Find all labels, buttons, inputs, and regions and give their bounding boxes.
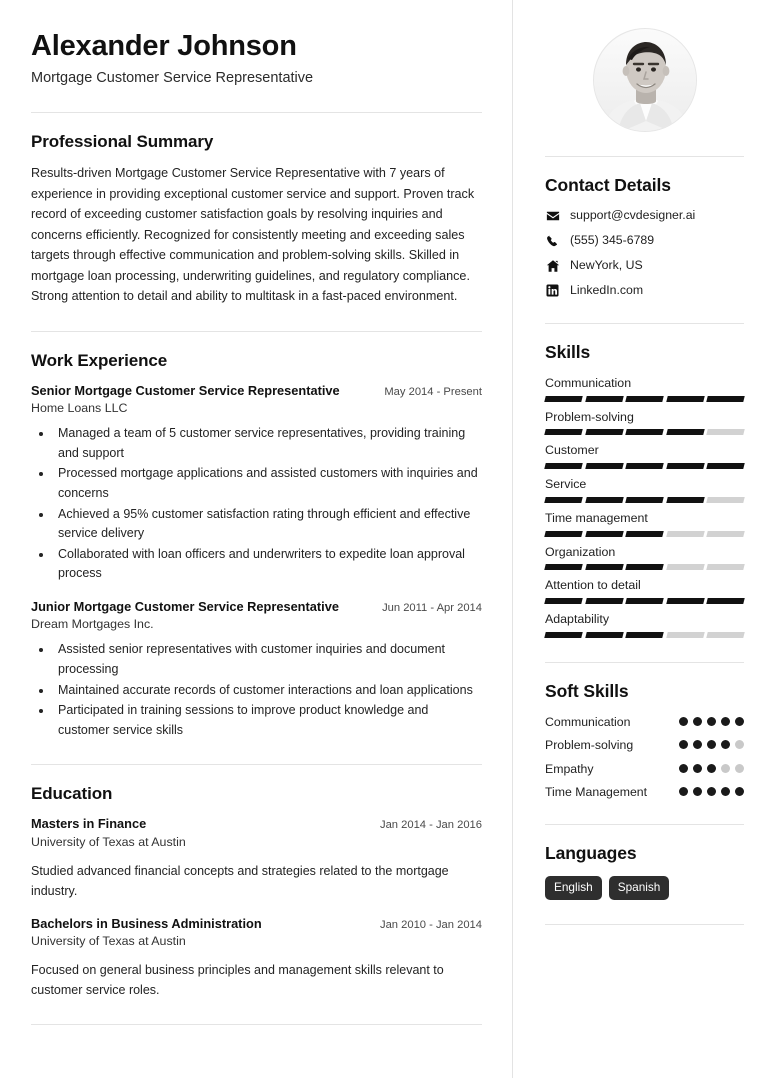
skill-label: Organization	[545, 544, 616, 559]
section-education	[31, 784, 482, 1000]
skill-level-meter	[545, 396, 744, 402]
section-skills	[545, 342, 744, 638]
divider	[31, 1024, 482, 1025]
divider	[31, 331, 482, 332]
entry-header	[31, 598, 482, 615]
skill-meter-segment	[625, 429, 663, 435]
soft-skill-rating-dots	[679, 784, 744, 796]
skill-row	[545, 611, 744, 638]
skill-level-meter	[545, 598, 744, 604]
skill-meter-segment	[707, 497, 745, 503]
skill-meter-segment	[585, 497, 623, 503]
contact-item-text: NewYork, US	[570, 257, 643, 272]
skill-meter-segment	[544, 497, 582, 503]
home-icon	[545, 259, 560, 273]
section-work-experience	[31, 351, 482, 741]
entry-description: Studied advanced financial concepts and strategies related to the mortgage industry.	[31, 863, 449, 898]
entry-date: Jan 2010 - Jan 2014	[379, 918, 482, 931]
entry-organization: Dream Mortgages Inc.	[31, 617, 154, 632]
entry-bullet: • Processed mortgage applications and assisted customers with inquiries and concerns	[53, 464, 482, 503]
summary-text: Results-driven Mortgage Customer Service Representative with 7 years of experience in providing exceptional customer service and support. Proven track record of exceeding customer satisfaction goals by resolving inquiries and concerns efficiently. Recognized for consistently meeting and exceeding sales targets through effective communication and problem-solving skills. Skilled in mortgage loan processing, underwriting guidelines, and regulatory compliance. Strong attention to detail and ability to multitask in a fast-paced environment.	[31, 166, 475, 304]
rating-dot	[693, 740, 702, 749]
soft-skill-row	[545, 761, 744, 777]
skill-meter-segment	[625, 632, 663, 638]
section-heading-education: Education	[31, 784, 113, 804]
rating-dot	[735, 717, 744, 726]
entry-title: Junior Mortgage Customer Service Representative	[31, 599, 339, 615]
rating-dot	[693, 764, 702, 773]
skill-meter-segment	[625, 531, 663, 537]
soft-skill-label: Time Management	[545, 784, 648, 799]
soft-skill-rating-dots	[679, 737, 744, 749]
soft-skill-label: Empathy	[545, 761, 594, 776]
avatar	[545, 28, 744, 132]
profile-photo	[593, 28, 697, 132]
skill-row	[545, 544, 744, 571]
entry-bullet: • Achieved a 95% customer satisfaction rating through efficient and effective service delivery	[53, 505, 482, 544]
soft-skill-label: Problem-solving	[545, 738, 634, 753]
rating-dot	[707, 787, 716, 796]
skill-meter-segment	[585, 564, 623, 570]
soft-skill-row	[545, 784, 744, 800]
entry-organization: University of Texas at Austin	[31, 834, 186, 849]
divider	[545, 662, 744, 663]
entry-title: Masters in Finance	[31, 816, 147, 832]
entry-title: Bachelors in Business Administration	[31, 915, 262, 931]
section-contact-details	[545, 175, 744, 299]
section-professional-summary	[31, 132, 482, 307]
section-heading-soft-skills: Soft Skills	[545, 680, 629, 701]
section-languages	[545, 843, 744, 900]
entry-date: Jan 2014 - Jan 2016	[379, 819, 482, 832]
section-heading-summary: Professional Summary	[31, 132, 214, 152]
skill-meter-segment	[625, 396, 663, 402]
skill-level-meter	[545, 429, 744, 435]
rating-dot	[721, 787, 730, 796]
skill-meter-segment	[707, 564, 745, 570]
skill-label: Problem-solving	[545, 409, 634, 424]
skill-meter-segment	[585, 598, 623, 604]
contact-list	[545, 208, 744, 299]
job-title: Mortgage Customer Service Representative	[31, 70, 314, 87]
entry-bullet: • Managed a team of 5 customer service representatives, providing training and support	[53, 424, 482, 463]
rating-dot	[679, 740, 688, 749]
skill-level-meter	[545, 564, 744, 570]
skill-meter-segment	[625, 463, 663, 469]
skill-meter-segment	[666, 463, 704, 469]
entry-date: May 2014 - Present	[384, 385, 482, 398]
skill-row	[545, 510, 744, 537]
contact-item[interactable]	[545, 258, 744, 274]
skill-meter-segment	[544, 531, 582, 537]
header-block	[31, 30, 482, 88]
entry-organization: Home Loans LLC	[31, 401, 128, 416]
contact-item-text: (555) 345-6789	[570, 232, 655, 247]
skill-meter-segment	[666, 497, 704, 503]
skill-meter-segment	[666, 632, 704, 638]
rating-dot	[693, 717, 702, 726]
entry-bullet: • Assisted senior representatives with customer inquiries and document processing	[53, 640, 482, 679]
skill-row	[545, 442, 744, 469]
linkedin-icon	[545, 284, 560, 297]
work-entry	[31, 598, 482, 740]
education-entry	[31, 815, 482, 900]
rating-dot	[679, 787, 688, 796]
rating-dot	[707, 717, 716, 726]
skill-meter-segment	[707, 531, 745, 537]
work-entry-list	[31, 382, 482, 741]
skill-meter-segment	[666, 564, 704, 570]
divider	[31, 112, 482, 113]
soft-skill-rating-dots	[679, 714, 744, 726]
skill-meter-segment	[585, 632, 623, 638]
section-heading-contact: Contact Details	[545, 175, 671, 195]
entry-bullet: • Participated in training sessions to improve product knowledge and customer service skills	[53, 701, 482, 740]
language-pill-list	[545, 876, 744, 900]
skill-meter-segment	[585, 463, 623, 469]
section-heading-languages: Languages	[545, 843, 637, 864]
entry-date: Jun 2011 - Apr 2014	[382, 602, 482, 615]
skill-label: Service	[545, 477, 587, 492]
divider	[545, 323, 744, 324]
skill-meter-segment	[707, 598, 745, 604]
entry-header	[31, 382, 482, 399]
contact-item-text: LinkedIn.com	[570, 282, 644, 297]
skill-meter-segment	[544, 632, 582, 638]
skill-meter-segment	[585, 429, 623, 435]
soft-skill-row	[545, 737, 744, 753]
skill-meter-segment	[707, 463, 745, 469]
skill-meter-segment	[625, 497, 663, 503]
divider	[545, 924, 744, 925]
rating-dot	[735, 740, 744, 749]
sidebar-column	[512, 0, 768, 1078]
rating-dot	[735, 787, 744, 796]
section-soft-skills	[545, 681, 744, 800]
soft-skill-row	[545, 714, 744, 730]
skill-level-meter	[545, 632, 744, 638]
contact-item[interactable]	[545, 208, 744, 224]
skill-row	[545, 409, 744, 436]
skills-list	[545, 375, 744, 638]
soft-skill-label: Communication	[545, 714, 631, 729]
rating-dot	[693, 787, 702, 796]
skill-meter-segment	[666, 396, 704, 402]
skill-meter-segment	[544, 564, 582, 570]
skill-label: Communication	[545, 375, 632, 390]
divider	[545, 824, 744, 825]
skill-meter-segment	[666, 531, 704, 537]
contact-item[interactable]	[545, 233, 744, 249]
soft-skills-list	[545, 714, 744, 800]
section-heading-skills: Skills	[545, 341, 591, 362]
entry-header	[31, 815, 482, 832]
skill-label: Customer	[545, 443, 599, 458]
skill-meter-segment	[666, 598, 704, 604]
skill-meter-segment	[707, 429, 745, 435]
entry-bullet: • Collaborated with loan officers and underwriters to expedite loan approval process	[53, 545, 482, 584]
entry-header	[31, 915, 482, 932]
contact-item-text: support@cvdesigner.ai	[570, 208, 696, 222]
skill-row	[545, 476, 744, 503]
rating-dot	[721, 740, 730, 749]
entry-bullet-list	[31, 640, 482, 740]
rating-dot	[679, 717, 688, 726]
skill-meter-segment	[666, 429, 704, 435]
skill-level-meter	[545, 497, 744, 503]
entry-title: Senior Mortgage Customer Service Representative	[31, 382, 340, 398]
rating-dot	[707, 740, 716, 749]
skill-meter-segment	[585, 396, 623, 402]
language-pill: English	[545, 876, 602, 900]
divider	[545, 156, 744, 157]
rating-dot	[721, 717, 730, 726]
skill-level-meter	[545, 463, 744, 469]
divider	[31, 764, 482, 765]
entry-organization: University of Texas at Austin	[31, 933, 186, 948]
page-title: Alexander Johnson	[31, 30, 297, 62]
skill-label: Adaptability	[545, 612, 610, 627]
education-entry-list	[31, 815, 482, 1000]
skill-meter-segment	[707, 396, 745, 402]
soft-skill-rating-dots	[679, 761, 744, 773]
phone-icon	[545, 234, 560, 248]
entry-description: Focused on general business principles and management skills relevant to customer service roles.	[31, 962, 444, 997]
skill-label: Attention to detail	[545, 578, 641, 593]
language-pill: Spanish	[609, 876, 670, 900]
skill-meter-segment	[625, 598, 663, 604]
skill-meter-segment	[544, 429, 582, 435]
entry-bullet: • Maintained accurate records of customer interactions and loan applications	[53, 681, 482, 701]
skill-meter-segment	[585, 531, 623, 537]
skill-meter-segment	[544, 463, 582, 469]
education-entry	[31, 915, 482, 1000]
skill-meter-segment	[625, 564, 663, 570]
envelope-icon	[545, 209, 560, 223]
rating-dot	[707, 764, 716, 773]
entry-bullet-list	[31, 424, 482, 584]
rating-dot	[679, 764, 688, 773]
contact-item[interactable]	[545, 283, 744, 299]
skill-meter-segment	[544, 396, 582, 402]
rating-dot	[721, 764, 730, 773]
work-entry	[31, 382, 482, 584]
skill-row	[545, 375, 744, 402]
skill-row	[545, 577, 744, 604]
rating-dot	[735, 764, 744, 773]
skill-label: Time management	[545, 510, 648, 525]
profile-photo-illustration	[594, 29, 697, 132]
section-heading-work: Work Experience	[31, 350, 168, 370]
skill-meter-segment	[707, 632, 745, 638]
skill-meter-segment	[544, 598, 582, 604]
skill-level-meter	[545, 531, 744, 537]
